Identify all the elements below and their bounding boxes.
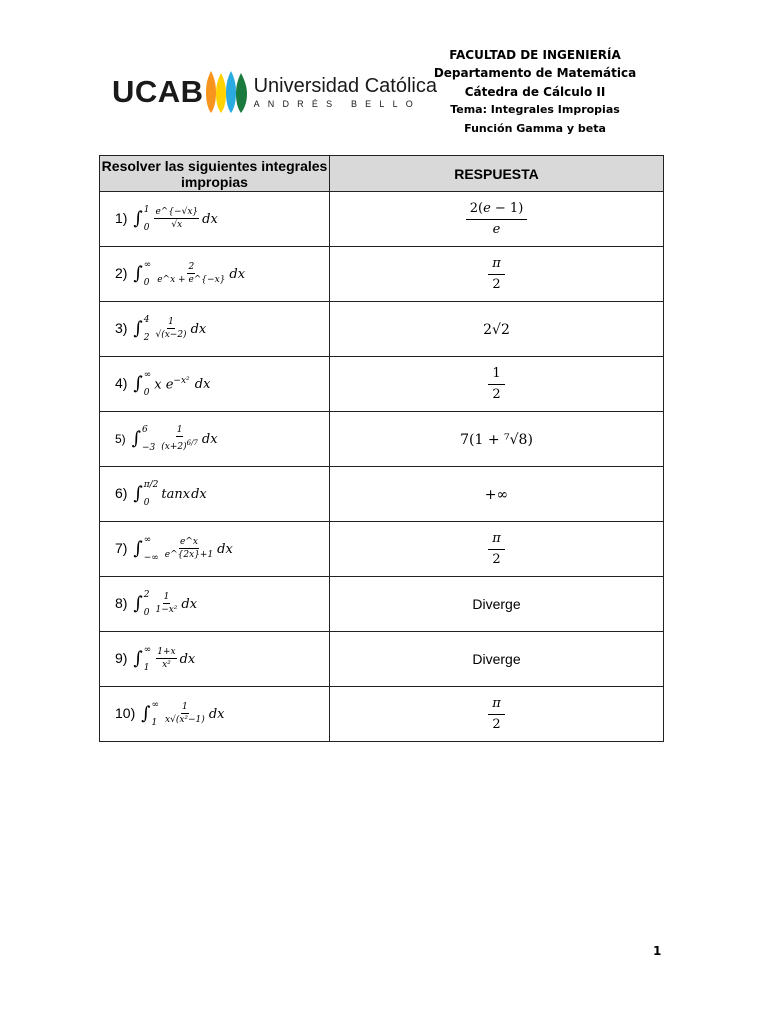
exercise-cell <box>100 247 330 302</box>
numerator: 1 <box>168 317 174 327</box>
differential: dx <box>190 321 207 337</box>
table-row <box>100 687 664 742</box>
exercise-number: 6) <box>115 484 128 501</box>
integrand: tanx <box>161 486 191 502</box>
exercise-cell <box>100 522 330 577</box>
exercise-number: 8) <box>115 594 128 611</box>
exercise-cell <box>100 302 330 357</box>
lower-limit: 0 <box>143 223 150 233</box>
integral-expression <box>133 535 232 563</box>
denominator: √(x−2) <box>155 330 187 340</box>
integral-sign-icon: ∫ <box>133 373 143 394</box>
integral-expression <box>133 260 245 288</box>
denominator: x√(x²−1) <box>165 715 205 725</box>
integral-sign-icon: ∫ <box>131 428 141 449</box>
upper-limit: ∞ <box>143 260 152 270</box>
answer-cell <box>330 467 664 522</box>
denominator: e^{2x}+1 <box>164 550 214 560</box>
upper-limit: ∞ <box>143 535 152 545</box>
exercise-number: 7) <box>115 539 128 556</box>
numerator: 1 <box>182 702 188 712</box>
exercise-number: 4) <box>115 374 128 391</box>
answer-value: Diverge <box>472 651 521 667</box>
table-row <box>100 357 664 412</box>
exercise-table <box>99 155 664 742</box>
integral-sign-icon: ∫ <box>133 483 143 504</box>
numerator: e^x <box>180 537 198 547</box>
integral-expression <box>132 425 218 453</box>
column-header-exercises: Resolver las siguientes integrales impropias <box>100 156 330 192</box>
upper-limit: ∞ <box>143 645 152 655</box>
table-row <box>100 522 664 577</box>
logo-ucab-text: UCAB <box>112 74 204 109</box>
table-header-row <box>100 156 664 192</box>
integral-sign-icon: ∫ <box>133 263 143 284</box>
lower-limit: 2 <box>143 333 150 343</box>
exercise-number: 9) <box>115 649 128 666</box>
differential: dx <box>179 651 196 667</box>
answer-value: $\frac{1}{2}$ <box>488 364 504 405</box>
answer-cell <box>330 412 664 467</box>
numerator: 1 <box>176 425 183 435</box>
integrand-fraction <box>156 262 226 286</box>
subtopic-line: Función Gamma y beta <box>464 121 606 135</box>
lower-limit: 0 <box>143 278 150 288</box>
integral-expression <box>133 370 210 398</box>
exercise-number: 1) <box>115 209 128 226</box>
integral-sign-icon: ∫ <box>133 318 143 339</box>
lower-limit: 1 <box>151 718 158 728</box>
exercise-cell <box>100 412 330 467</box>
lower-limit: −3 <box>141 443 156 453</box>
differential: dx <box>229 266 246 282</box>
department-line: Departamento de Matemática <box>433 66 637 81</box>
denominator: $(x+2)^{6/7}$ <box>161 439 198 452</box>
integrand-fraction <box>154 207 199 231</box>
exercise-number: 5) <box>115 431 126 446</box>
integral-expression <box>141 700 224 728</box>
answer-value: 2√2 <box>483 321 510 338</box>
integral-expression <box>133 315 206 343</box>
answer-cell <box>330 247 664 302</box>
logo-university-name: Universidad Católica <box>253 74 437 97</box>
ucab-logo <box>112 68 437 116</box>
answer-cell <box>330 522 664 577</box>
exercise-number: 3) <box>115 319 128 336</box>
answer-value: +∞ <box>484 486 509 503</box>
upper-limit: 1 <box>143 205 150 215</box>
numerator: 1+x <box>157 647 176 657</box>
numerator: 2 <box>188 262 195 272</box>
table-row <box>100 632 664 687</box>
answer-cell <box>330 577 664 632</box>
answer-value: $\frac{\pi}{2}$ <box>488 529 505 570</box>
denominator: √x <box>171 220 183 230</box>
denominator: x² <box>162 660 171 670</box>
upper-limit: 2 <box>143 590 150 600</box>
faculty-line: FACULTAD DE INGENIERÍA <box>449 48 621 62</box>
integral-expression <box>133 590 197 618</box>
logo-drops-icon <box>206 69 248 115</box>
differential: dx <box>217 541 233 557</box>
column-header-answer: RESPUESTA <box>330 156 664 192</box>
integrand-fraction <box>160 425 199 453</box>
table-row <box>100 247 664 302</box>
exercise-cell <box>100 687 330 742</box>
answer-cell <box>330 192 664 247</box>
answer-cell <box>330 357 664 412</box>
integral-sign-icon: ∫ <box>133 593 143 614</box>
denominator: 1−x² <box>155 605 178 615</box>
answer-cell <box>330 687 664 742</box>
exercise-number: 10) <box>115 704 136 721</box>
differential: dx <box>190 376 211 392</box>
integral-sign-icon: ∫ <box>141 703 151 724</box>
integral-expression <box>133 205 217 233</box>
upper-limit: ∞ <box>143 370 152 380</box>
answer-cell <box>330 632 664 687</box>
course-header <box>400 46 670 138</box>
answer-value: $\frac{2(e - 1)}{e}$ <box>466 199 528 240</box>
table-row <box>100 577 664 632</box>
table-row <box>100 192 664 247</box>
integrand-fraction <box>156 647 176 671</box>
integrand-fraction <box>164 702 206 726</box>
integrand-fraction <box>154 592 178 616</box>
logo-subtitle: ANDRÉS BELLO <box>253 98 421 109</box>
lower-limit: 0 <box>143 498 150 508</box>
lower-limit: 0 <box>143 608 150 618</box>
exercise-cell <box>100 577 330 632</box>
lower-limit: −∞ <box>143 553 159 563</box>
differential: dx <box>202 211 218 227</box>
upper-limit: π/2 <box>143 480 159 490</box>
chair-line: Cátedra de Cálculo II <box>464 84 606 99</box>
integrand-fraction <box>164 537 214 561</box>
numerator: e^{−√x} <box>155 207 199 217</box>
integral-sign-icon: ∫ <box>133 208 143 229</box>
answer-value: $\frac{\pi}{2}$ <box>488 254 505 295</box>
integral-sign-icon: ∫ <box>133 538 143 559</box>
table-row <box>100 302 664 357</box>
integral-expression <box>133 645 195 673</box>
topic-line: Tema: Integrales Impropias <box>450 103 620 117</box>
exercise-cell <box>100 357 330 412</box>
page-number: 1 <box>653 944 662 958</box>
integral-sign-icon: ∫ <box>133 648 143 669</box>
answer-value: Diverge <box>472 596 521 612</box>
numerator: 1 <box>163 592 170 602</box>
differential: dx <box>191 486 207 502</box>
answer-cell <box>330 302 664 357</box>
table-row <box>100 467 664 522</box>
lower-limit: 1 <box>143 663 150 673</box>
answer-value: 7(1 + ⁷√8) <box>460 431 533 448</box>
integrand: x $e^{-x^2}$ <box>154 375 190 393</box>
exercise-cell <box>100 467 330 522</box>
differential: dx <box>201 431 218 447</box>
table-row <box>100 412 664 467</box>
exercise-cell <box>100 632 330 687</box>
exercise-number: 2) <box>115 264 128 281</box>
integrand-fraction <box>154 317 187 341</box>
answer-value: $\frac{\pi}{2}$ <box>488 694 505 735</box>
lower-limit: 0 <box>143 388 150 398</box>
integral-expression <box>133 480 206 508</box>
upper-limit: ∞ <box>151 700 160 710</box>
denominator: e^x + e^{−x} <box>157 275 226 285</box>
differential: dx <box>181 596 198 612</box>
exercise-cell <box>100 192 330 247</box>
upper-limit: 6 <box>141 425 148 435</box>
upper-limit: 4 <box>143 315 150 325</box>
differential: dx <box>208 706 225 722</box>
